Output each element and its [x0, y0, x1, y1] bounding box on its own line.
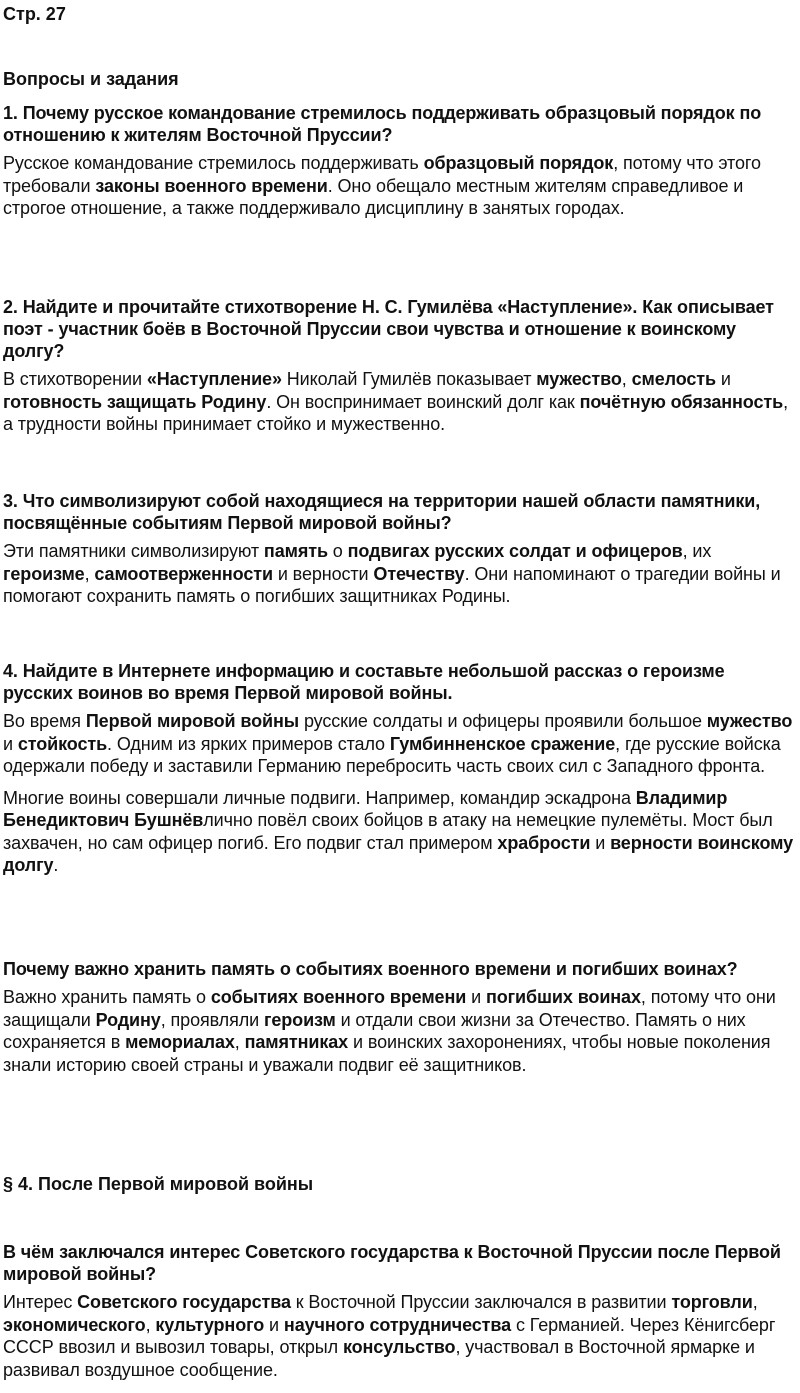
answer-text: и [264, 1314, 284, 1335]
answer-text: и отдали свои жизни за Отечество. Память о них сохраняется в [3, 1009, 746, 1052]
answer-text: и [3, 733, 18, 754]
answer-bold-text: Советского государства [77, 1292, 291, 1312]
answer-text: В стихотворении [3, 369, 147, 389]
answer-text: о [327, 541, 348, 561]
answer-text: , [84, 563, 95, 584]
answer-text: Важно хранить память о [3, 987, 211, 1007]
answer-text: , участвовал в Восточной ярмарке и развивал воздушное сообщение. [3, 1337, 755, 1380]
answer-3-paragraph-1 [3, 540, 798, 608]
answer-text: . Одним из ярких примеров стало [107, 733, 390, 754]
qa-block-2 [3, 296, 798, 436]
answer-bold-text: героизм [263, 1009, 336, 1030]
answer-text: , где русские войска одержали победу и заставили Германию перебросить часть своих сил с Западного фронта. [3, 733, 781, 776]
answer-bold-text: экономического [3, 1314, 146, 1335]
question-4: 4. Найдите в Интернете информацию и составьте небольшой рассказ о героизме русских воинов во время Первой мировой войны. [3, 661, 725, 703]
page-number: Стр. 27 [3, 4, 66, 24]
qa-block-3 [3, 490, 798, 608]
answer-5-paragraph-1 [3, 986, 798, 1076]
answer-1-paragraph-1 [3, 152, 798, 220]
answer-bold-text: торговли [671, 1292, 753, 1312]
answer-bold-text: почётную обязанность [579, 391, 784, 412]
answer-text: лично повёл своих бойцов в атаку на немецкие пулемёты. Мост был захвачен, но сам офицер погиб. Его подвиг стал примером [3, 810, 773, 853]
answer-bold-text: Родину [95, 1009, 161, 1030]
answer-text: и [466, 987, 486, 1007]
answer-text: и [590, 832, 611, 853]
question-2: 2. Найдите и прочитайте стихотворение Н. С. Гумилёва «Наступление». Как описывает поэт - участник боёв в Восточной Пруссии свои чувства и отношение к воинскому долгу? [3, 297, 774, 361]
answer-text: и верности [272, 563, 374, 584]
qa-block-4 [3, 660, 798, 877]
answer-6-paragraph-1 [3, 1291, 798, 1381]
answer-text: к Восточной Пруссии заключался в развитии [290, 1292, 672, 1312]
question-5: Почему важно хранить память о событиях военного времени и погибших воинах? [3, 959, 738, 979]
answer-bold-text: подвигах русских солдат и офицеров [347, 541, 683, 561]
answer-bold-text: законы военного времени [95, 175, 328, 196]
qa-block-1 [3, 102, 798, 220]
answer-text: с Германией. Через Кёнигсберг СССР ввозил и вывозил товары, открыл [3, 1314, 776, 1357]
answer-text: , [234, 1032, 245, 1052]
answer-bold-text: научного сотрудничества [283, 1314, 512, 1335]
answer-bold-text: Гумбинненское сражение [389, 733, 616, 754]
question-6: В чём заключался интерес Советского государства к Восточной Пруссии после Первой мировой войны? [3, 1242, 781, 1284]
answer-bold-text: культурного [155, 1314, 265, 1335]
answer-text: , их [682, 541, 712, 561]
answer-bold-text: погибших воинах [485, 987, 641, 1007]
answer-text: , [752, 1292, 758, 1312]
answer-bold-text: стойкость [17, 733, 108, 754]
answer-text: . Они напоминают о трагедии войны и помогают сохранить память о погибших защитниках Родины. [3, 563, 781, 606]
answer-bold-text: смелость [631, 369, 716, 389]
answer-text: Эти памятники символизируют [3, 541, 264, 561]
answer-bold-text: самоотверженности [94, 563, 273, 584]
answer-4-paragraph-1 [3, 710, 798, 778]
answer-bold-text: Первой мировой войны [85, 711, 300, 731]
answer-text: Интерес [3, 1292, 78, 1312]
answer-text: . Оно обещало местным жителям справедливое и строгое отношение, а также поддерживало дисциплину в занятых городах. [3, 175, 744, 218]
answer-4-paragraph-2 [3, 787, 798, 877]
question-1: 1. Почему русское командование стремилось поддерживать образцовый порядок по отношению к жителям Восточной Пруссии? [3, 103, 762, 145]
answer-bold-text: событиях военного времени [210, 987, 467, 1007]
answer-bold-text: образцовый порядок [423, 153, 614, 173]
answer-text: русские солдаты и офицеры проявили большое [299, 711, 707, 731]
answer-bold-text: консульство [342, 1337, 456, 1357]
answer-text: и [715, 369, 731, 389]
answer-2-paragraph-1 [3, 368, 798, 436]
answer-bold-text: памятниках [244, 1032, 349, 1052]
qa-block-5 [3, 958, 798, 1076]
answer-text: Николай Гумилёв показывает [281, 369, 537, 389]
answer-bold-text: храбрости [497, 832, 591, 853]
answer-bold-text: мужество [536, 369, 622, 389]
answer-bold-text: Владимир Бенедиктович Бушнёв [3, 787, 728, 830]
qa-block-6 [3, 1241, 798, 1381]
answer-bold-text: память [263, 541, 328, 561]
answer-text: и воинских захоронениях, чтобы новые поколения знали историю своей страны и уважали подвиг её защитников. [3, 1032, 771, 1075]
answer-text: , а трудности войны принимает стойко и мужественно. [3, 391, 788, 434]
answer-text: Русское командование стремилось поддерживать [3, 153, 424, 173]
answer-text: , потому что они защищали [3, 987, 776, 1030]
answer-bold-text: верности воинскому долгу [3, 832, 794, 875]
section-title: Вопросы и задания [3, 69, 179, 89]
answer-text: . [53, 855, 59, 875]
answer-bold-text: «Наступление» [146, 369, 282, 389]
answer-bold-text: героизме [3, 563, 85, 584]
answer-bold-text: Отечеству [373, 563, 465, 584]
question-3: 3. Что символизируют собой находящиеся на территории нашей области памятники, посвящённые событиям Первой мировой войны? [3, 491, 761, 533]
answer-text: , [145, 1314, 156, 1335]
answer-text: Многие воины совершали личные подвиги. Например, командир эскадрона [3, 787, 636, 808]
answer-text: , проявляли [160, 1009, 264, 1030]
answer-text: . Он воспринимает воинский долг как [266, 391, 580, 412]
answer-bold-text: мемориалах [125, 1032, 235, 1052]
answer-text: Во время [3, 711, 86, 731]
section-heading: § 4. После Первой мировой войны [3, 1174, 314, 1194]
answer-bold-text: мужество [706, 711, 793, 731]
answer-text: , [621, 369, 632, 389]
answer-text: , потому что этого требовали [3, 153, 761, 196]
answer-bold-text: готовность защищать Родину [3, 391, 267, 412]
